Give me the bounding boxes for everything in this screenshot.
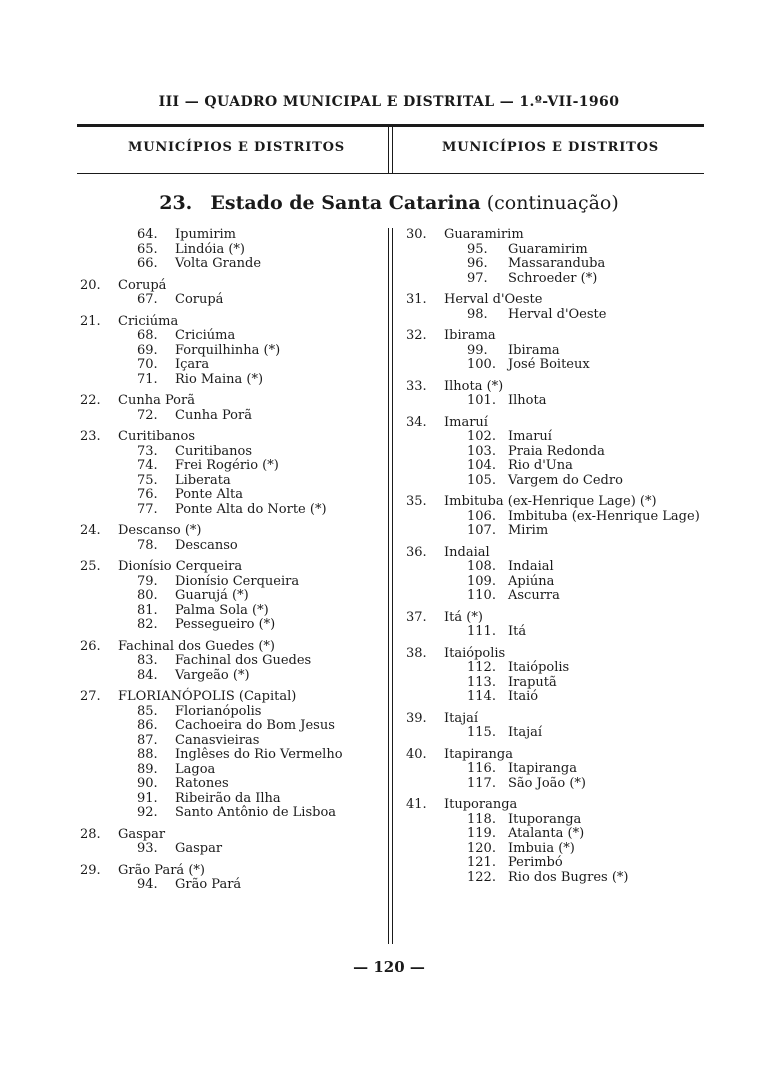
district-number: 79. (137, 573, 158, 589)
municipality-name: Itajaí (444, 710, 479, 726)
district-number: 88. (137, 747, 158, 762)
district-name: Rio Maina (*) (175, 371, 264, 387)
district-name: Içara (175, 357, 210, 372)
district-number: 68. (137, 328, 158, 343)
district-number: 96. (467, 256, 488, 271)
district-name: Dionísio Cerqueira (175, 573, 300, 589)
district-number: 77. (137, 501, 158, 517)
municipality-number: 30. (406, 227, 427, 242)
district-name: Curitibanos (175, 443, 253, 459)
district-row (406, 430, 716, 445)
district-number: 75. (137, 472, 158, 488)
district-row (80, 669, 385, 684)
municipality-number: 40. (406, 746, 427, 762)
district-row (80, 445, 385, 460)
heading-rule (77, 173, 704, 174)
district-row (80, 257, 385, 272)
municipality-name: Imaruí (444, 414, 488, 430)
district-row (80, 792, 385, 807)
district-number: 80. (137, 588, 158, 603)
district-number: 89. (137, 761, 158, 777)
district-name: Imbuia (*) (508, 840, 575, 856)
municipality-row (406, 798, 716, 813)
municipality-number: 24. (80, 523, 101, 538)
district-name: Criciúma (175, 328, 236, 343)
district-name: Ilhota (508, 393, 547, 408)
district-name: Fachinal dos Guedes (175, 653, 312, 668)
municipality-row (406, 647, 716, 662)
district-name: Cunha Porã (175, 407, 252, 423)
district-row (406, 676, 716, 691)
district-name: Imaruí (508, 429, 552, 444)
page-number: — 120 — (353, 958, 425, 976)
district-number: 85. (137, 703, 158, 719)
district-number: 106. (467, 508, 496, 524)
district-row (80, 575, 385, 590)
district-row (80, 373, 385, 388)
municipality-name: Itaiópolis (444, 645, 506, 661)
district-name: Ratones (175, 776, 229, 791)
district-number: 90. (137, 776, 158, 791)
district-name: Itaiópolis (508, 660, 570, 675)
district-number: 112. (467, 660, 496, 675)
district-name: Liberata (175, 472, 231, 488)
municipality-name: Ibirama (444, 328, 496, 343)
district-row (406, 272, 716, 287)
district-row (406, 459, 716, 474)
district-name: Ponte Alta (175, 487, 243, 502)
municipality-number: 39. (406, 710, 427, 726)
district-name: Guaramirim (508, 241, 588, 257)
district-number: 67. (137, 292, 158, 307)
district-name: Forquilhinha (*) (175, 342, 281, 358)
district-number: 107. (467, 523, 496, 538)
district-name: Pessegueiro (*) (175, 617, 276, 632)
municipality-number: 32. (406, 328, 427, 343)
district-number: 115. (467, 725, 496, 740)
district-row (80, 806, 385, 821)
municipality-name: Itá (*) (444, 609, 483, 625)
district-name: Rio d'Una (508, 458, 573, 473)
municipality-name: Fachinal dos Guedes (*) (118, 638, 275, 654)
district-name: Vargem do Cedro (508, 472, 623, 488)
section-number: 23. (159, 192, 193, 214)
district-row (406, 690, 716, 705)
municipality-name: Indaial (444, 544, 490, 560)
district-name: Lagoa (175, 761, 216, 777)
municipality-row (406, 329, 716, 344)
municipality-row (80, 524, 385, 539)
district-name: Gaspar (175, 841, 223, 856)
municipality-name: Ilhota (*) (444, 378, 504, 394)
district-row (80, 748, 385, 763)
district-row (80, 763, 385, 778)
district-row (406, 777, 716, 792)
district-row (80, 734, 385, 749)
district-number: 66. (137, 256, 158, 271)
district-number: 103. (467, 443, 496, 459)
district-row (80, 618, 385, 633)
right-column (406, 228, 716, 885)
district-number: 83. (137, 653, 158, 668)
municipality-number: 33. (406, 378, 427, 394)
district-row (406, 813, 716, 828)
district-row (406, 871, 716, 886)
municipality-number: 20. (80, 277, 101, 293)
district-row (80, 228, 385, 243)
district-number: 101. (467, 393, 496, 408)
district-name: Corupá (175, 292, 224, 307)
district-row (406, 575, 716, 590)
district-name: Perimbó (508, 855, 563, 870)
district-name: Santo Antônio de Lisboa (175, 805, 337, 820)
district-row (406, 243, 716, 258)
district-number: 109. (467, 573, 496, 589)
district-name: Schroeder (*) (508, 270, 598, 286)
municipality-number: 27. (80, 689, 101, 704)
district-name: Ipumirim (175, 227, 237, 242)
district-number: 114. (467, 689, 496, 704)
municipality-number: 38. (406, 645, 427, 661)
district-number: 76. (137, 487, 158, 502)
district-row (406, 524, 716, 539)
municipality-name: Grão Pará (*) (118, 862, 205, 878)
district-name: Cachoeira do Bom Jesus (175, 718, 335, 733)
municipality-row (80, 828, 385, 843)
district-row (80, 842, 385, 857)
district-name: Iraputã (508, 674, 557, 690)
district-row (406, 394, 716, 409)
municipality-number: 25. (80, 559, 101, 574)
municipality-row (80, 690, 385, 705)
district-name: Grão Pará (175, 877, 242, 892)
column-divider (388, 228, 393, 944)
municipality-name: Ituporanga (444, 797, 518, 812)
district-row (406, 257, 716, 272)
district-row (406, 856, 716, 871)
district-name: Ibirama (508, 342, 560, 358)
municipality-name: Dionísio Cerqueira (118, 559, 243, 574)
page-header: III — QUADRO MUNICIPAL E DISTRITAL — 1.º-VII-1960 (158, 94, 620, 110)
municipality-row (80, 864, 385, 879)
district-name: José Boiteux (508, 357, 590, 372)
district-number: 98. (467, 306, 488, 322)
municipality-row (406, 495, 716, 510)
municipality-row (80, 430, 385, 445)
district-row (406, 510, 716, 525)
district-number: 113. (467, 674, 496, 690)
section-suffix: (continuação) (486, 192, 619, 214)
column-heading-left: MUNICÍPIOS E DISTRITOS (128, 140, 345, 155)
municipality-row (80, 279, 385, 294)
district-number: 110. (467, 588, 496, 603)
municipality-row (406, 380, 716, 395)
district-name: Praia Redonda (508, 443, 605, 459)
district-number: 69. (137, 342, 158, 358)
district-row (80, 409, 385, 424)
municipality-number: 35. (406, 494, 427, 509)
district-name: Imbituba (ex-Henrique Lage) (508, 508, 700, 524)
municipality-number: 28. (80, 826, 101, 842)
district-number: 84. (137, 667, 158, 683)
district-row (80, 329, 385, 344)
district-row (80, 488, 385, 503)
municipality-name: Descanso (*) (118, 523, 202, 538)
municipality-row (406, 611, 716, 626)
municipality-name: FLORIANÓPOLIS (Capital) (118, 689, 297, 704)
district-row (406, 726, 716, 741)
district-row (406, 589, 716, 604)
district-name: Canasvieiras (175, 732, 260, 748)
municipality-name: Criciúma (118, 313, 179, 329)
district-name: Palma Sola (*) (175, 602, 269, 618)
district-row (406, 474, 716, 489)
municipality-row (406, 712, 716, 727)
municipality-number: 34. (406, 414, 427, 430)
district-number: 71. (137, 371, 158, 387)
district-number: 104. (467, 458, 496, 473)
district-number: 86. (137, 718, 158, 733)
municipality-name: Gaspar (118, 826, 166, 842)
district-row (80, 459, 385, 474)
district-row (80, 293, 385, 308)
district-name: Ribeirão da Ilha (175, 790, 281, 806)
district-number: 116. (467, 761, 496, 776)
district-row (406, 344, 716, 359)
district-number: 120. (467, 840, 496, 856)
district-number: 99. (467, 342, 488, 358)
district-number: 111. (467, 624, 496, 639)
municipality-number: 37. (406, 609, 427, 625)
district-name: Itapiranga (508, 761, 577, 776)
municipality-number: 41. (406, 797, 427, 812)
district-number: 121. (467, 855, 496, 870)
left-column (80, 228, 385, 893)
district-number: 82. (137, 617, 158, 632)
district-number: 65. (137, 241, 158, 257)
district-name: Itajaí (508, 725, 543, 740)
district-name: Ascurra (508, 588, 560, 603)
municipality-number: 22. (80, 393, 101, 408)
district-name: Rio dos Bugres (*) (508, 869, 629, 885)
district-number: 93. (137, 841, 158, 856)
district-name: Mirim (508, 523, 549, 538)
section-title (0, 192, 778, 214)
district-name: Ituporanga (508, 811, 582, 827)
district-number: 97. (467, 270, 488, 286)
municipality-row (80, 640, 385, 655)
district-number: 117. (467, 775, 496, 791)
district-row (80, 719, 385, 734)
district-name: Descanso (175, 537, 238, 553)
municipality-row (406, 546, 716, 561)
district-row (406, 308, 716, 323)
district-row (406, 827, 716, 842)
district-number: 87. (137, 732, 158, 748)
municipality-row (80, 315, 385, 330)
district-name: Itaió (508, 689, 539, 704)
municipality-name: Cunha Porã (118, 393, 195, 408)
district-row (406, 560, 716, 575)
district-number: 78. (137, 537, 158, 553)
district-row (406, 762, 716, 777)
district-row (80, 777, 385, 792)
municipality-number: 36. (406, 544, 427, 560)
district-row (406, 358, 716, 373)
district-row (80, 589, 385, 604)
district-row (80, 243, 385, 258)
district-number: 91. (137, 790, 158, 806)
municipality-row (406, 416, 716, 431)
municipality-name: Itapiranga (444, 746, 513, 762)
district-number: 119. (467, 826, 496, 841)
district-row (80, 474, 385, 489)
district-row (80, 705, 385, 720)
municipality-number: 26. (80, 638, 101, 654)
district-name: Lindóia (*) (175, 241, 245, 257)
district-row (80, 539, 385, 554)
municipality-row (406, 228, 716, 243)
district-number: 105. (467, 472, 496, 488)
district-number: 64. (137, 227, 158, 242)
municipality-row (406, 293, 716, 308)
municipality-name: Corupá (118, 277, 167, 293)
district-name: Itá (508, 624, 527, 639)
column-heading-right: MUNICÍPIOS E DISTRITOS (442, 140, 659, 155)
municipality-row (80, 560, 385, 575)
district-number: 122. (467, 869, 496, 885)
district-number: 72. (137, 407, 158, 423)
district-row (80, 503, 385, 518)
district-name: Guarujá (*) (175, 588, 249, 603)
municipality-number: 29. (80, 862, 101, 878)
district-number: 74. (137, 458, 158, 473)
district-name: Massaranduba (508, 256, 606, 271)
district-row (406, 661, 716, 676)
district-name: Vargeão (*) (175, 667, 250, 683)
district-name: Indaial (508, 559, 554, 574)
district-name: Herval d'Oeste (508, 306, 607, 322)
municipality-number: 21. (80, 313, 101, 329)
district-number: 73. (137, 443, 158, 459)
district-name: Frei Rogério (*) (175, 458, 279, 473)
district-name: Florianópolis (175, 703, 262, 719)
municipality-number: 23. (80, 429, 101, 444)
district-number: 108. (467, 559, 496, 574)
municipality-name: Imbituba (ex-Henrique Lage) (*) (444, 494, 657, 509)
district-number: 81. (137, 602, 158, 618)
municipality-name: Herval d'Oeste (444, 292, 543, 307)
district-row (406, 625, 716, 640)
district-number: 92. (137, 805, 158, 820)
municipality-row (406, 748, 716, 763)
district-name: Inglêses do Rio Vermelho (175, 747, 343, 762)
district-number: 94. (137, 877, 158, 892)
district-row (80, 604, 385, 619)
district-name: Atalanta (*) (508, 826, 585, 841)
district-number: 70. (137, 357, 158, 372)
district-row (80, 654, 385, 669)
municipality-number: 31. (406, 292, 427, 307)
district-name: São João (*) (508, 775, 587, 791)
district-row (80, 878, 385, 893)
district-row (80, 358, 385, 373)
district-number: 95. (467, 241, 488, 257)
municipality-row (80, 394, 385, 409)
district-name: Ponte Alta do Norte (*) (175, 501, 327, 517)
district-row (406, 445, 716, 460)
district-row (406, 842, 716, 857)
district-name: Apiúna (508, 573, 555, 589)
heading-divider (388, 127, 393, 173)
municipality-name: Curitibanos (118, 429, 196, 444)
district-name: Volta Grande (175, 256, 262, 271)
district-row (80, 344, 385, 359)
district-number: 100. (467, 357, 496, 372)
district-number: 118. (467, 811, 496, 827)
district-number: 102. (467, 429, 496, 444)
section-state: Estado de Santa Catarina (210, 192, 481, 214)
municipality-name: Guaramirim (444, 227, 524, 242)
